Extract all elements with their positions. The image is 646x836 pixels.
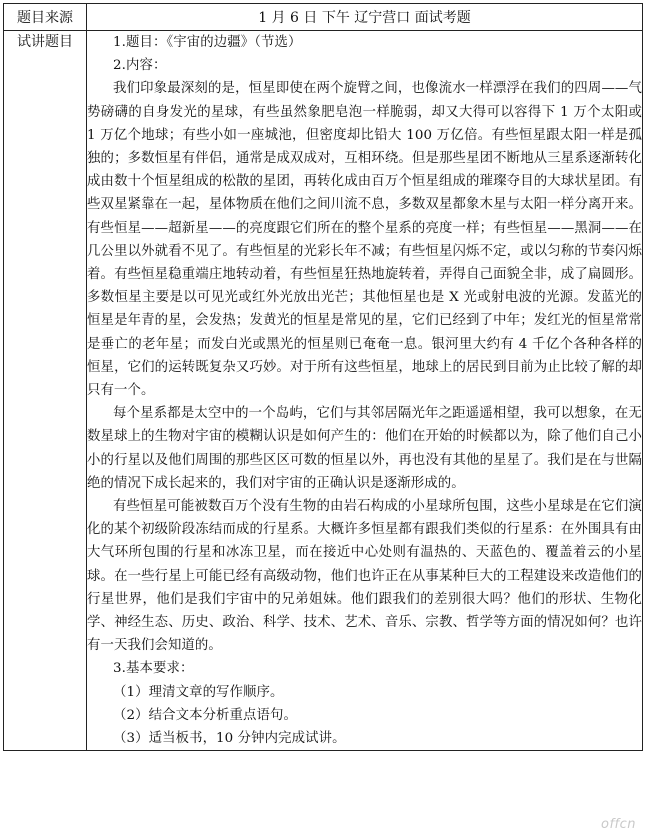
topic-content — [87, 31, 643, 751]
source-label: 题目来源 — [4, 4, 87, 31]
requirement-2: （2）结合文本分析重点语句。 — [113, 707, 297, 723]
offcn-watermark: offcn — [601, 817, 636, 832]
topic-label: 试讲题目 — [4, 31, 87, 751]
main-row — [4, 31, 643, 751]
requirement-1: （1）理清文章的写作顺序。 — [113, 684, 284, 700]
requirements-label: 3.基本要求： — [113, 661, 194, 677]
topic-title: 1.题目：《宇宙的边疆》（节选） — [113, 35, 302, 50]
exam-table — [3, 3, 643, 751]
source-value: 1 月 6 日 下午 辽宁营口 面试考题 — [87, 4, 643, 31]
paragraph-1: 我们印象最深刻的是，恒星即使在两个旋臂之间，也像流水一样漂浮在我们的四周——气势磅礴的自身发光的星球，有些虽然象肥皂泡一样脆弱，却又大得可以容得下 1 万个太阳或 1 万亿个地球；有些小如一座城池，但密度却比铅大 100 万亿倍。有些恒星跟太阳一样是孤独的；多数恒星有伴侣，通常是成双成对，互相环绕。但是那些星团不断地从三星系逐渐转化成由数十个恒星组成的松散的星团，再转化成由百万个恒星组成的璀璨夺目的大球状星团。有些双星紧靠在一起，星体物质在他们之间川流不息，多数双星都象木星与太阳一样分离开来。有些恒星——超新星——的亮度跟它们所在的整个星系的亮度一样；有些恒星——黑洞——在几公里以外就看不见了。有些恒星的光彩长年不减；有些恒星闪烁不定，或以匀称的节奏闪烁着。有些恒星稳重端庄地转动着，有些恒星狂热地旋转着，弄得自己面貌全非，成了扁圆形。多数恒星主要是以可见光或红外光放出光芒；其他恒星也是 X 光或射电波的光源。发蓝光的恒星是年青的星，会发热；发黄光的恒星是常见的星，它们已经到了中年；发红光的恒星常常是垂亡的老年星；而发白光或黑光的恒星则已奄奄一息。银河里大约有 4 千亿个各种各样的恒星，它们的运转既复杂又巧妙。对于所有这些恒星，地球上的居民到目前为止比较了解的却只有一个。 — [87, 81, 642, 399]
paragraph-2: 每个星系都是太空中的一个岛屿，它们与其邻居隔光年之距遥遥相望，我可以想象，在无数星球上的生物对宇宙的模糊认识是如何产生的：他们在开始的时候都以为，除了他们自己小小的行星以及他们周围的那些区区可数的恒星以外，再也没有其他的星星了。我们是在与世隔绝的情况下成长起来的，我们对宇宙的正确认识是逐渐形成的。 — [87, 406, 642, 491]
paragraph-3: 有些恒星可能被数百万个没有生物的由岩石构成的小星球所包围，这些小星球是在它们演化的某个初级阶段冻结而成的行星系。大概许多恒星都有跟我们类似的行星系：在外围具有由大气环所包围的行星和冰冻卫星，而在接近中心处则有温热的、天蓝色的、覆盖着云的小星球。在一些行星上可能已经有高级动物，他们也许正在从事某种巨大的工程建设来改造他们的行星世界，他们是我们宇宙中的兄弟姐妹。他们跟我们的差别很大吗？他们的形状、生物化学、神经生态、历史、政治、科学、技术、艺术、音乐、宗教、哲学等方面的情况如何？也许有一天我们会知道的。 — [87, 499, 642, 654]
content-label: 2.内容： — [113, 58, 167, 74]
header-row — [4, 4, 643, 31]
requirement-3: （3）适当板书，10 分钟内完成试讲。 — [113, 731, 346, 747]
